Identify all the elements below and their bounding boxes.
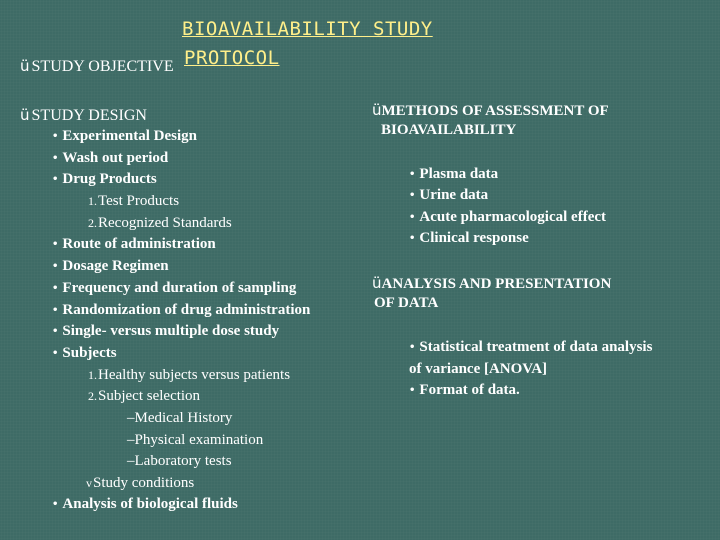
list-item xyxy=(409,209,606,226)
check-icon: ü xyxy=(20,106,30,124)
bullet-icon: • xyxy=(409,212,416,223)
list-item xyxy=(52,171,157,188)
bullet-icon: • xyxy=(409,190,416,201)
methods-heading-line1: METHODS OF ASSESSMENT OF xyxy=(381,103,609,119)
bullet-icon: • xyxy=(52,153,59,164)
list-item-text: Frequency and duration of sampling xyxy=(62,280,297,296)
list-item xyxy=(52,236,216,253)
list-item xyxy=(52,496,238,513)
bullet-icon: • xyxy=(52,174,59,185)
list-item-text: Analysis of biological fluids xyxy=(62,496,238,512)
list-item xyxy=(52,128,197,145)
list-item xyxy=(409,382,520,399)
list-item-text: Drug Products xyxy=(62,171,157,187)
bullet-icon: • xyxy=(52,283,59,294)
sub-sub-item: –Physical examination xyxy=(127,432,264,448)
bullet-icon: • xyxy=(52,239,59,250)
bullet-icon: • xyxy=(52,348,59,359)
sub-item-text: Subject selection xyxy=(98,388,201,404)
bullet-icon: • xyxy=(52,131,59,142)
list-item xyxy=(409,230,529,247)
list-item xyxy=(52,345,117,362)
list-item-text: Randomization of drug administration xyxy=(62,302,311,318)
check-icon: ü xyxy=(372,274,382,292)
bullet-icon: • xyxy=(52,305,59,316)
list-item-text: Wash out period xyxy=(62,150,169,166)
page-title-line1: BIOAVAILABILITY STUDY xyxy=(182,18,433,40)
analysis-heading-line2: OF DATA xyxy=(374,295,439,311)
page-title-line2: PROTOCOL xyxy=(184,47,280,69)
list-item-text: Single- versus multiple dose study xyxy=(62,323,280,339)
bullet-icon: • xyxy=(52,326,59,337)
list-item xyxy=(52,280,296,297)
bullet-icon: • xyxy=(52,261,59,272)
sub-item-text: Recognized Standards xyxy=(98,215,232,231)
sub-item-number: 1. xyxy=(88,368,97,382)
list-item-text: Acute pharmacological effect xyxy=(419,209,607,225)
study-design-heading xyxy=(20,106,147,125)
bullet-icon: • xyxy=(52,499,59,510)
sub-item-number: 2. xyxy=(88,389,97,403)
sub-sub-item: –Laboratory tests xyxy=(127,453,232,469)
list-item-text: Statistical treatment of data analysis xyxy=(419,339,653,355)
list-item xyxy=(52,302,310,319)
sub-item-number: 1. xyxy=(88,194,97,208)
bullet-icon: • xyxy=(409,385,416,396)
study-objective-label: STUDY OBJECTIVE xyxy=(31,58,174,75)
sub-item-number: 2. xyxy=(88,216,97,230)
list-item xyxy=(409,166,498,183)
study-design-label: STUDY DESIGN xyxy=(31,107,147,124)
analysis-heading xyxy=(372,274,611,293)
study-conditions-item xyxy=(86,475,194,492)
list-item xyxy=(52,323,279,340)
bullet-icon: • xyxy=(409,233,416,244)
list-item-text: Clinical response xyxy=(419,230,529,246)
check-icon: ü xyxy=(372,101,382,119)
methods-heading xyxy=(372,101,609,120)
sub-item xyxy=(88,367,290,384)
check-icon: ü xyxy=(20,57,30,75)
sub-item-text: Healthy subjects versus patients xyxy=(98,367,291,383)
list-item-text: Subjects xyxy=(62,345,117,361)
list-item xyxy=(409,339,652,356)
list-item-text: Route of administration xyxy=(62,236,216,252)
sub-item-text: Test Products xyxy=(98,193,180,209)
bullet-icon: • xyxy=(409,169,416,180)
sub-item xyxy=(88,215,232,232)
analysis-heading-line1: ANALYSIS AND PRESENTATION xyxy=(381,276,612,292)
methods-heading-line2: BIOAVAILABILITY xyxy=(381,122,517,138)
list-item-continuation: of variance [ANOVA] xyxy=(409,361,548,377)
list-item xyxy=(52,258,169,275)
checkmark-marker-icon: v xyxy=(86,476,92,490)
list-item xyxy=(409,187,488,204)
list-item-text: Plasma data xyxy=(419,166,499,182)
sub-sub-item: –Medical History xyxy=(127,410,233,426)
list-item-text: Experimental Design xyxy=(62,128,197,144)
list-item-text: Urine data xyxy=(419,187,489,203)
bullet-icon: • xyxy=(409,342,416,353)
study-objective-heading xyxy=(20,57,174,76)
sub-item xyxy=(88,388,200,405)
list-item xyxy=(52,150,168,167)
sub-item-text: Study conditions xyxy=(93,475,195,491)
sub-item xyxy=(88,193,179,210)
list-item-text: Format of data. xyxy=(419,382,520,398)
list-item-text: Dosage Regimen xyxy=(62,258,169,274)
